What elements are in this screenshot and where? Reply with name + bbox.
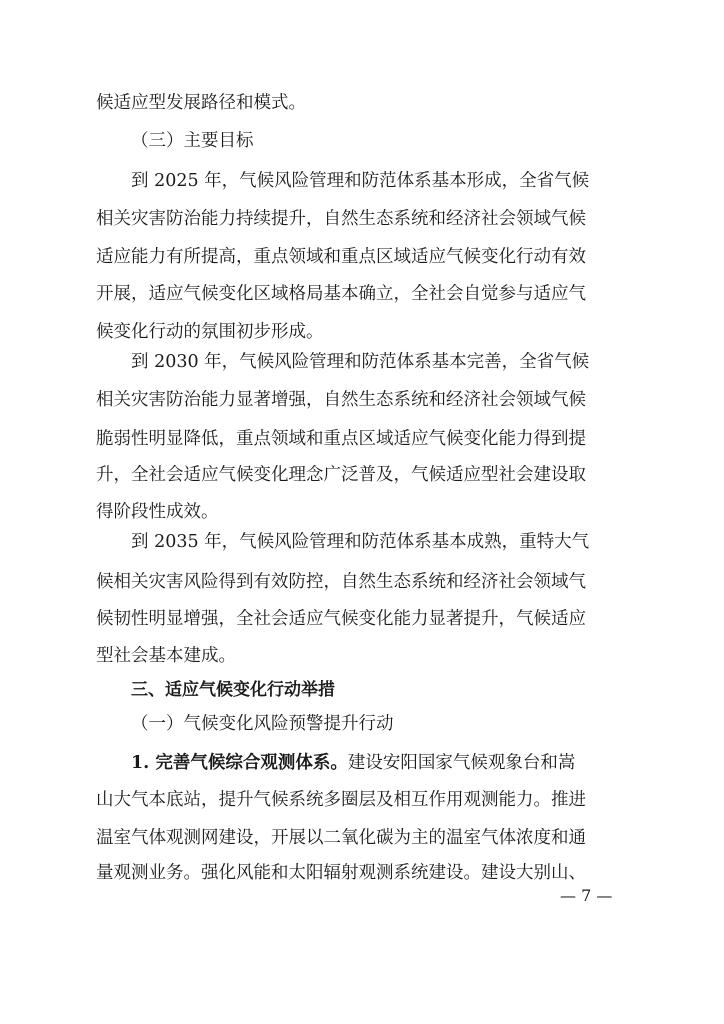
page-number: — 7 — (560, 886, 613, 905)
body-text-line: 候适应型发展路径和模式。 (96, 93, 306, 113)
body-text-line: 得阶段性成效。 (96, 502, 219, 522)
body-text-fragment: 建设安阳国家气候观象台和嵩 (347, 753, 576, 773)
subsection-heading: （三）主要目标 (131, 131, 254, 151)
body-text-line: 适应能力有所提高，重点领域和重点区域适应气候变化行动有效 (96, 247, 586, 267)
body-text-line: 升，全社会适应气候变化理念广泛普及，气候适应型社会建设取 (96, 465, 586, 485)
body-text-line: 候韧性明显增强，全社会适应气候变化能力显著提升，气候适应 (96, 609, 586, 629)
subsection-heading: （一）气候变化风险预警提升行动 (131, 714, 394, 734)
body-text-line: 量观测业务。强化风能和太阳辐射观测系统建设。建设大别山、 (96, 863, 586, 883)
body-text-line: 型社会基本建成。 (96, 646, 236, 666)
body-text-line: 候变化行动的氛围初步形成。 (96, 322, 324, 342)
body-text-line: 到 2030 年，气候风险管理和防范体系基本完善，全省气候 (131, 352, 590, 372)
body-text-line: 候相关灾害风险得到有效防控，自然生态系统和经济社会领域气 (96, 572, 586, 592)
section-heading: 三、适应气候变化行动举措 (131, 680, 335, 700)
body-text-line: 相关灾害防治能力持续提升，自然生态系统和经济社会领域气候 (96, 209, 586, 229)
body-text-line: 到 2025 年，气候风险管理和防范体系基本形成，全省气候 (131, 171, 590, 191)
body-text-line: 到 2035 年，气候风险管理和防范体系基本成熟，重特大气 (131, 532, 590, 552)
body-text-line-with-lead (131, 748, 636, 778)
body-text-line: 温室气体观测网建设，开展以二氧化碳为主的温室气体浓度和通 (96, 828, 586, 848)
bold-lead-title: 1. 完善气候综合观测体系。 (131, 753, 348, 773)
body-text-line: 开展，适应气候变化区域格局基本确立，全社会自觉参与适应气 (96, 284, 586, 304)
body-text-line: 脆弱性明显降低，重点领域和重点区域适应气候变化能力得到提 (96, 429, 586, 449)
body-text-line: 相关灾害防治能力显著增强，自然生态系统和经济社会领域气候 (96, 390, 586, 410)
body-text-line: 山大气本底站，提升气候系统多圈层及相互作用观测能力。推进 (96, 790, 586, 810)
